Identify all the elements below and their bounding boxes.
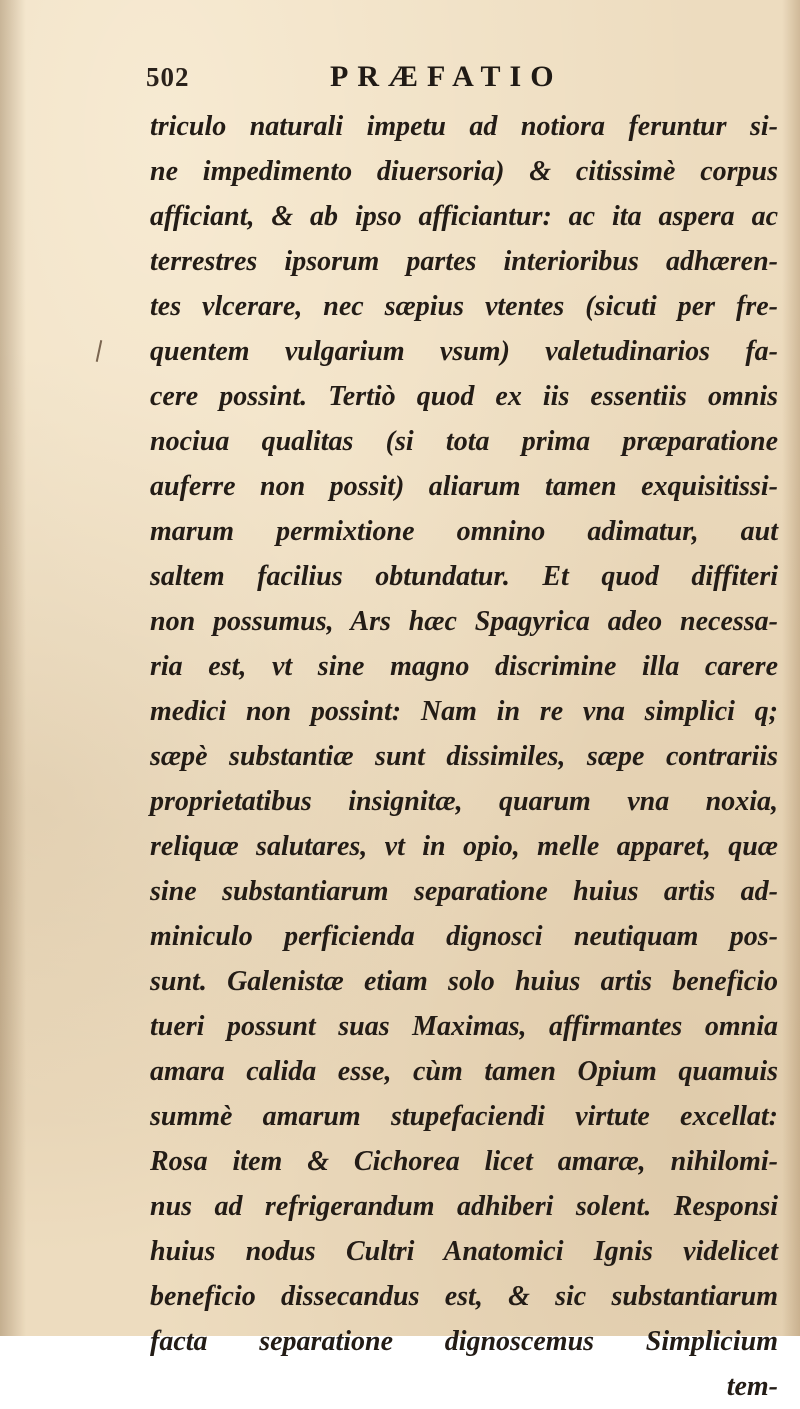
text-line: ne impedimento diuersoria) & citissimè corpus [150, 156, 778, 187]
margin-pen-mark [96, 340, 103, 362]
text-line: medici non possint: Nam in re vna simplici q; [150, 696, 778, 727]
page-edge-shadow [782, 0, 800, 1336]
text-line: proprietatibus insignitæ, quarum vna noxia, [150, 786, 778, 817]
text-line: sine substantiarum separatione huius artis ad- [150, 876, 778, 907]
text-line: huius nodus Cultri Anatomici Ignis videlicet [150, 1236, 778, 1267]
spine-shadow [0, 0, 26, 1336]
text-line: tueri possunt suas Maximas, affirmantes omnia [150, 1011, 778, 1042]
text-line: sunt. Galenistæ etiam solo huius artis beneficio [150, 966, 778, 997]
text-line: tes vlcerare, nec sæpius vtentes (sicuti per fre- [150, 291, 778, 322]
body-text [150, 104, 778, 1409]
text-line: auferre non possit) aliarum tamen exquisitissi- [150, 471, 778, 502]
text-line: summè amarum stupefaciendi virtute excellat: [150, 1101, 778, 1132]
text-line: Rosa item & Cichorea licet amaræ, nihilomi- [150, 1146, 778, 1177]
text-line: nus ad refrigerandum adhiberi solent. Responsi [150, 1191, 778, 1222]
text-line: saltem facilius obtundatur. Et quod diffiteri [150, 561, 778, 592]
text-line: reliquæ salutares, vt in opio, melle apparet, quæ [150, 831, 778, 862]
text-line: amara calida esse, cùm tamen Opium quamuis [150, 1056, 778, 1087]
text-line: ria est, vt sine magno discrimine illa carere [150, 651, 778, 682]
text-line: terrestres ipsorum partes interioribus adhæren- [150, 246, 778, 277]
page-header [0, 60, 800, 104]
catchword: tem- [726, 1371, 778, 1402]
text-line: afficiant, & ab ipso afficiantur: ac ita aspera ac [150, 201, 778, 232]
text-line: facta separatione dignoscemus Simplicium [150, 1326, 778, 1357]
text-line: sæpè substantiæ sunt dissimiles, sæpe contrariis [150, 741, 778, 772]
text-line: cere possint. Tertiò quod ex iis essentiis omnis [150, 381, 778, 412]
text-line: non possumus, Ars hæc Spagyrica adeo necessa- [150, 606, 778, 637]
page-number: 502 [146, 62, 190, 92]
running-head: PRÆFATIO [330, 60, 563, 93]
text-line: marum permixtione omnino adimatur, aut [150, 516, 778, 547]
text-line: nociua qualitas (si tota prima præparatione [150, 426, 778, 457]
text-line: quentem vulgarium vsum) valetudinarios fa- [150, 336, 778, 367]
text-line: beneficio dissecandus est, & sic substantiarum [150, 1281, 778, 1312]
text-line: miniculo perficienda dignosci neutiquam pos- [150, 921, 778, 952]
text-line: triculo naturali impetu ad notiora feruntur si- [150, 111, 778, 142]
